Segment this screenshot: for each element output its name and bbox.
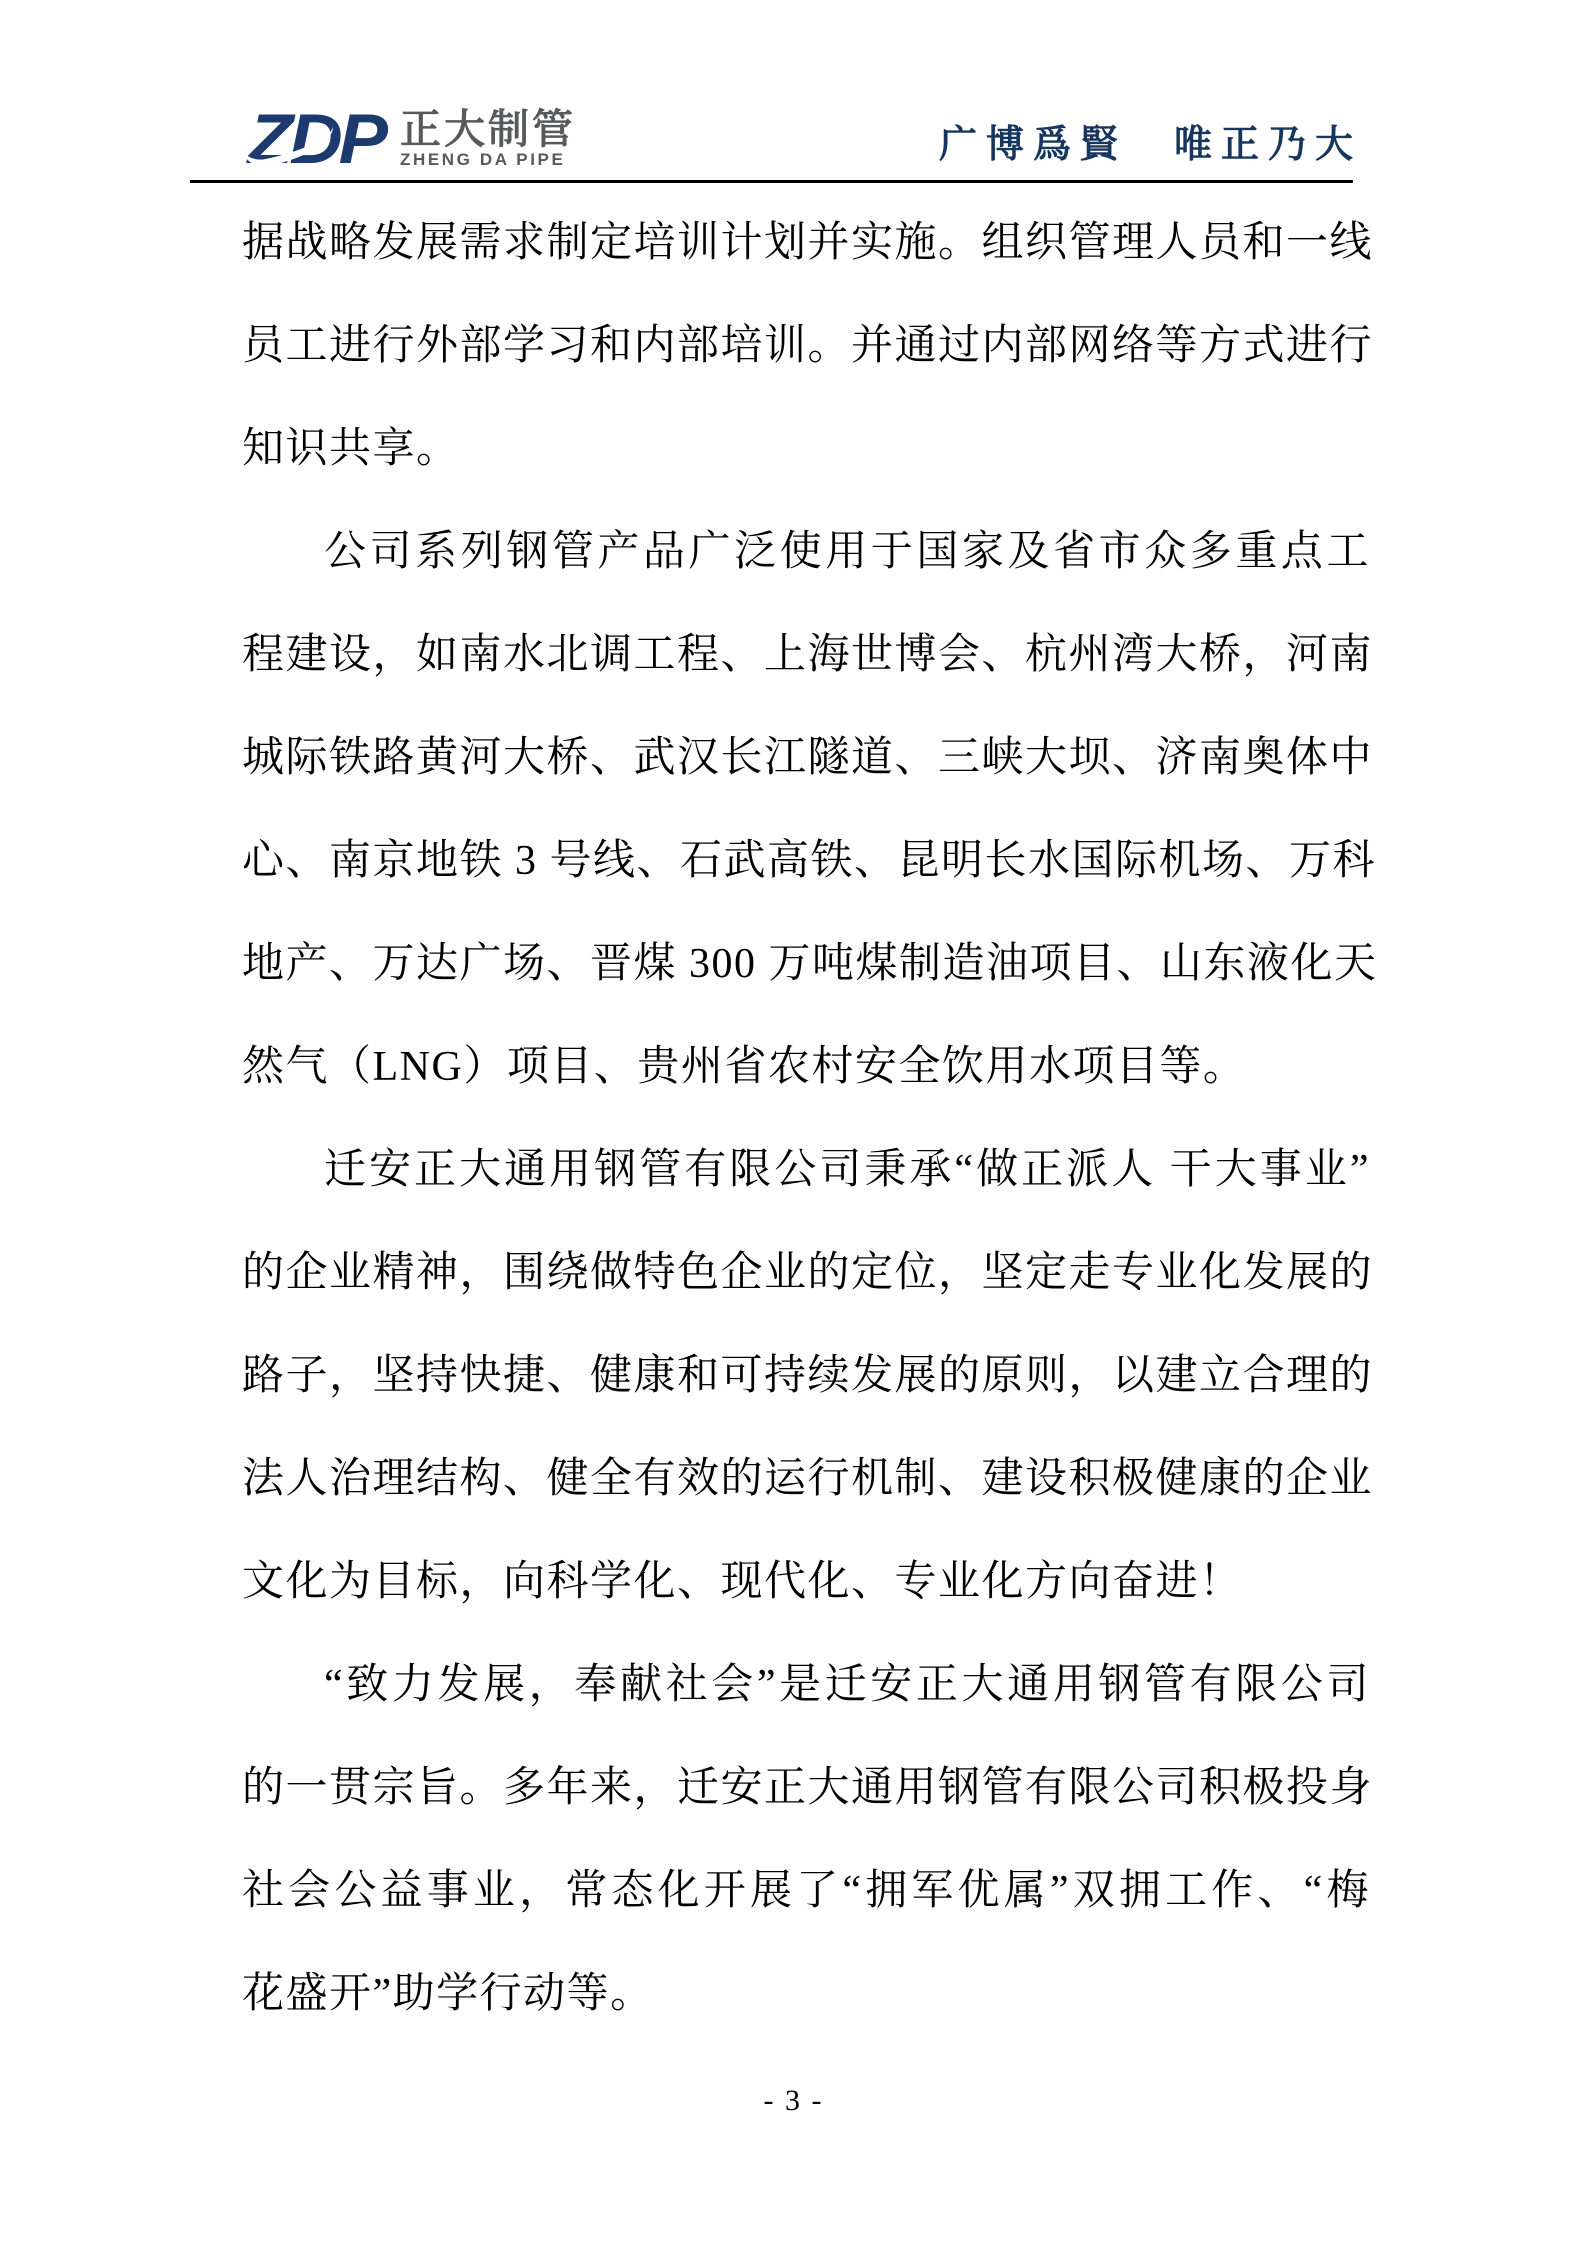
paragraph bbox=[242, 192, 1374, 501]
company-name-en: ZHENG DA PIPE bbox=[400, 150, 566, 169]
paragraph bbox=[242, 501, 1378, 1119]
text-line: 社会公益事业，常态化开展了“拥军优属”双拥工作、“梅 bbox=[242, 1868, 1370, 1914]
logo-names bbox=[400, 106, 576, 169]
document-body bbox=[242, 192, 1378, 2046]
text-line: 地产、万达广场、晋煤 300 万吨煤制造油项目、山东液化天 bbox=[242, 941, 1378, 987]
zdp-logo bbox=[248, 99, 576, 178]
page-number: - 3 - bbox=[763, 2084, 824, 2117]
text-line: 然气（LNG）项目、贵州省农村安全饮用水项目等。 bbox=[242, 1044, 1247, 1090]
text-line: 路子，坚持快捷、健康和可持续发展的原则，以建立合理的 bbox=[242, 1353, 1374, 1399]
company-motto: 广博爲賢 唯正乃大 bbox=[938, 124, 1362, 166]
zdp-logo-letters: ZDP bbox=[248, 99, 384, 178]
page-header bbox=[190, 0, 1362, 183]
text-line: 的一贯宗旨。多年来，迁安正大通用钢管有限公司积极投身 bbox=[242, 1765, 1374, 1811]
text-line: 城际铁路黄河大桥、武汉长江隧道、三峡大坝、济南奥体中 bbox=[242, 735, 1374, 781]
paragraph bbox=[242, 1634, 1374, 2046]
text-line: 公司系列钢管产品广泛使用于国家及省市众多重点工 bbox=[324, 529, 1370, 575]
company-name-cn: 正大制管 bbox=[400, 106, 576, 152]
text-line: 据战略发展需求制定培训计划并实施。组织管理人员和一线 bbox=[242, 220, 1374, 266]
paragraph bbox=[242, 1119, 1374, 1634]
zdp-logo-icon bbox=[248, 99, 384, 178]
text-line: “致力发展，奉献社会”是迁安正大通用钢管有限公司 bbox=[324, 1662, 1370, 1708]
text-line: 知识共享。 bbox=[242, 426, 460, 472]
text-line: 员工进行外部学习和内部培训。并通过内部网络等方式进行 bbox=[242, 323, 1374, 369]
text-line: 文化为目标，向科学化、现代化、专业化方向奋进！ bbox=[242, 1559, 1243, 1605]
text-line: 心、南京地铁 3 号线、石武高铁、昆明长水国际机场、万科 bbox=[242, 838, 1377, 884]
text-line: 花盛开”助学行动等。 bbox=[242, 1971, 654, 2017]
text-line: 的企业精神，围绕做特色企业的定位，坚定走专业化发展的 bbox=[242, 1250, 1374, 1296]
text-line: 程建设，如南水北调工程、上海世博会、杭州湾大桥，河南 bbox=[242, 632, 1374, 678]
text-line: 法人治理结构、健全有效的运行机制、建设积极健康的企业 bbox=[242, 1456, 1374, 1502]
text-line: 迁安正大通用钢管有限公司秉承“做正派人 干大事业” bbox=[324, 1147, 1370, 1193]
